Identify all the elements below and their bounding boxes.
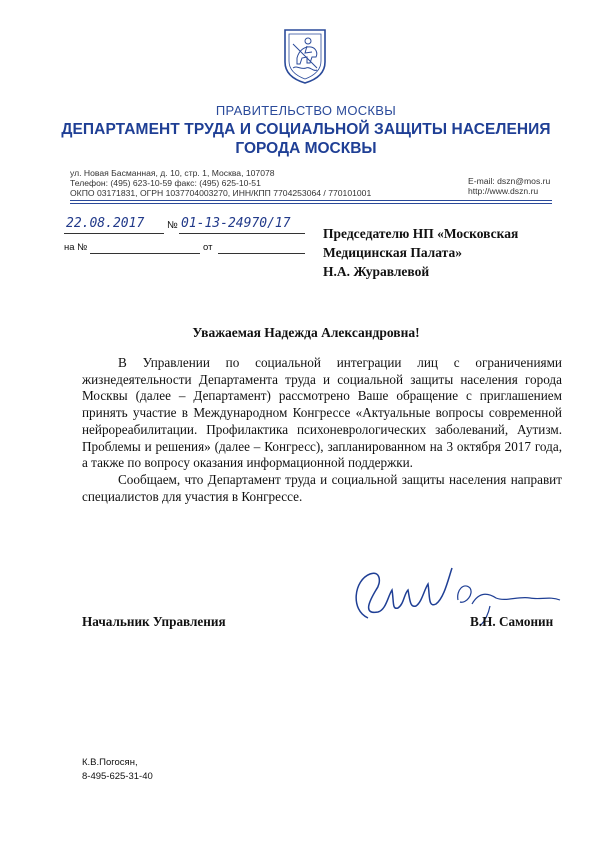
- department-website: http://www.dszn.ru: [468, 186, 539, 197]
- date-underline: [64, 233, 164, 234]
- signatory-title: Начальник Управления: [82, 614, 226, 629]
- letter-body: [82, 355, 562, 505]
- number-underline: [179, 233, 305, 234]
- registration-date: 22.08.2017: [66, 216, 145, 231]
- executor-contact: [82, 756, 153, 784]
- department-ids: ОКПО 03171831, ОГРН 1037704003270, ИНН/КПП 7704253064 / 770101001: [70, 188, 372, 199]
- moscow-coat-of-arms-icon: [283, 28, 327, 84]
- reference-date-line: [218, 253, 305, 254]
- reference-number-label: на №: [64, 242, 88, 253]
- department-name-line2: ГОРОДА МОСКВЫ: [235, 140, 377, 157]
- department-online: [468, 176, 550, 196]
- recipient-line3: Н.А. Журавлевой: [323, 264, 430, 279]
- signatory-name: В.Н. Самонин: [470, 614, 554, 629]
- recipient-block: [323, 224, 563, 281]
- recipient-line2: Медицинская Палата»: [323, 245, 462, 260]
- greeting: Уважаемая Надежда Александровна!: [192, 325, 420, 340]
- executor-phone: 8-495-625-31-40: [82, 771, 153, 782]
- department-name-line1: ДЕПАРТАМЕНТ ТРУДА И СОЦИАЛЬНОЙ ЗАЩИТЫ НАСЕЛЕНИЯ: [61, 121, 551, 138]
- recipient-line1: Председателю НП «Московская: [323, 226, 519, 241]
- registration-number: 01-13-24970/17: [181, 216, 291, 231]
- body-paragraph-1: В Управлении по социальной интеграции лиц с ограничениями жизнедеятельности Департамента труда и социальной защиты населения города Москвы (далее – Департамент) рассмотрено Ваше обращение с приглашением принять участие в Международном Конгрессе «Актуальные вопросы современной нейрореабилитации. Профилактика психоневрологических заболеваний, Аутизм. Проблемы и решения» (далее – Конгресс), запланированном на 3 октября 2017 года, а также по вопросу оказания информационной поддержки.: [82, 355, 562, 471]
- reference-number-line: [90, 253, 200, 254]
- header-divider-thin: [70, 203, 552, 204]
- government-name: ПРАВИТЕЛЬСТВО МОСКВЫ: [215, 103, 397, 118]
- department-address: ул. Новая Басманная, д. 10, стр. 1, Москва, 107078: [70, 168, 275, 178]
- number-mark: №: [167, 220, 178, 231]
- header-divider: [70, 200, 552, 201]
- department-phone: Телефон: (495) 623-10-59 факс: (495) 625-10-51: [70, 178, 261, 189]
- department-details: [70, 168, 371, 199]
- executor-name: К.В.Погосян,: [82, 757, 138, 768]
- department-email: E-mail: dszn@mos.ru: [468, 176, 551, 186]
- reference-date-label: от: [203, 242, 213, 253]
- body-paragraph-2: Сообщаем, что Департамент труда и социальной защиты населения направит специалистов для участия в Конгрессе.: [82, 471, 562, 504]
